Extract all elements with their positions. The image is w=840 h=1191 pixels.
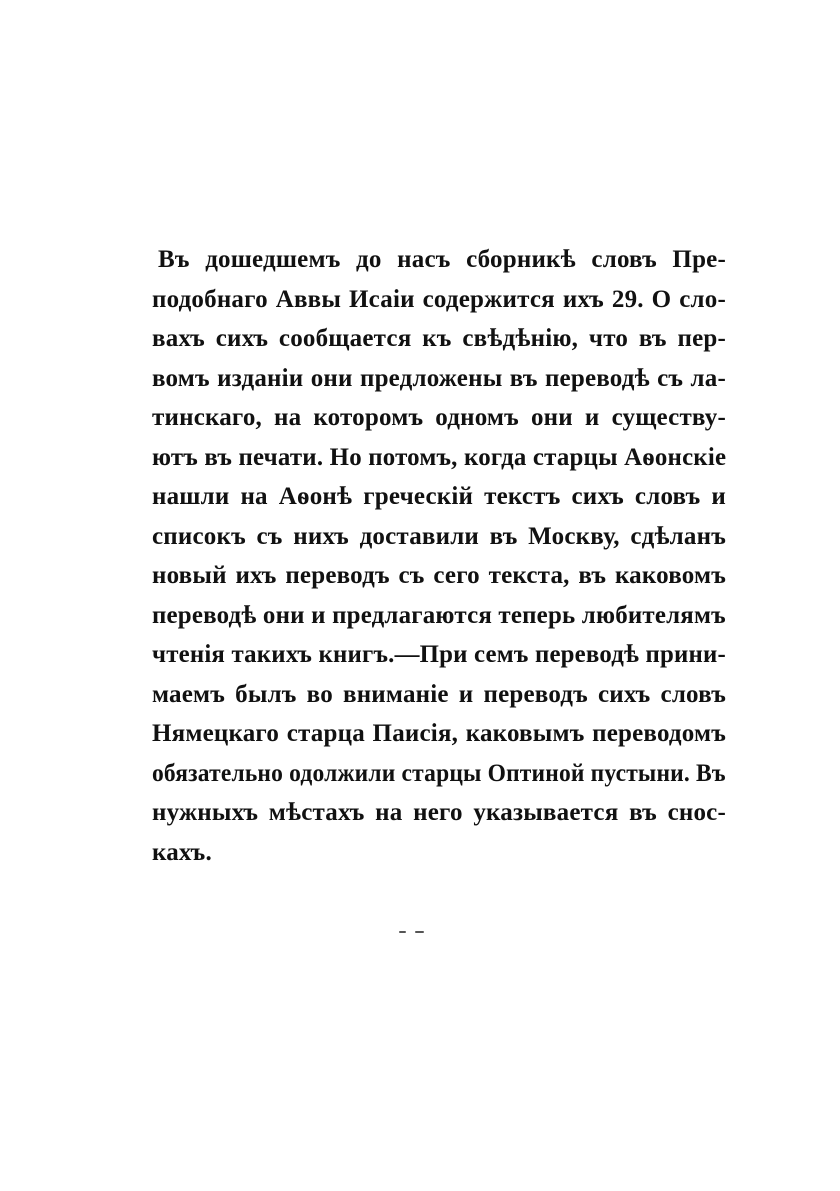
paragraph-line: подобнаго Аввы Исаіи содержится ихъ 29. О сло- bbox=[152, 285, 726, 313]
paragraph-line: ютъ въ печати. Но потомъ, когда старцы Аѳонскіе bbox=[152, 443, 727, 471]
paragraph-line: Нямецкаго старца Паисія, каковымъ переводомъ bbox=[152, 720, 726, 747]
paragraph-line: нужныхъ мѣстахъ на него указывается въ снос- bbox=[152, 799, 726, 826]
paragraph-line: нашли на Аѳонѣ греческій текстъ сихъ словъ и bbox=[152, 483, 726, 510]
paragraph-line: маемъ былъ во вниманіе и переводъ сихъ словъ bbox=[152, 680, 726, 708]
paragraph-line: Въ дошедшемъ до насъ сборникѣ словъ Пре- bbox=[158, 246, 726, 273]
paragraph-line: тинскаго, на которомъ одномъ они и существу- bbox=[152, 404, 726, 431]
paragraph-line: кахъ. bbox=[152, 838, 212, 866]
paragraph-line: переводѣ они и предлагаются теперь любителямъ bbox=[152, 601, 726, 629]
paragraph-line: обязательно одолжили старцы Оптиной пустыни. Въ bbox=[152, 759, 726, 787]
paragraph-line: списокъ съ нихъ доставили въ Москву, сдѣланъ bbox=[152, 522, 726, 550]
paragraph-line: чтенія такихъ книгъ.—При семъ переводѣ прини- bbox=[152, 641, 726, 668]
paragraph-line: новый ихъ переводъ съ сего текста, въ каковомъ bbox=[152, 562, 726, 589]
divider-ornament bbox=[397, 928, 427, 938]
preface-paragraph bbox=[152, 240, 726, 872]
paragraph-line: вахъ сихъ сообщается къ свѣдѣнію, что въ пер- bbox=[152, 325, 726, 352]
paragraph-line: вомъ изданіи они предложены въ переводѣ съ ла- bbox=[152, 364, 726, 392]
